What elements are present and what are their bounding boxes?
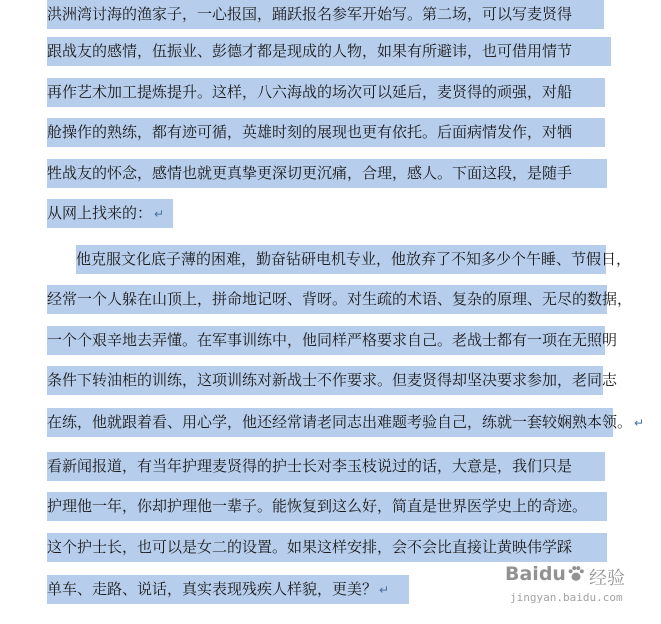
text-line[interactable] [47, 285, 633, 314]
line-text: 从网上找来的： [47, 204, 153, 222]
text-line[interactable] [47, 78, 605, 107]
baidu-logo: Baidu [505, 563, 566, 585]
line-text: 牲战友的怀念，感情也就更真挚更深切更沉痛，合理，感人。下面这段，是随手 [47, 164, 573, 182]
jingyan-label: 经验 [589, 568, 625, 589]
line-text: 洪洲湾讨海的渔家子，一心报国，踊跃报名参军开始写。第二场，可以写麦贤得 [47, 5, 573, 23]
watermark-url: jingyan.baidu.com [510, 591, 623, 604]
line-text: 这个护士长，也可以是女二的设置。如果这样安排，会不会比直接让黄映伟学踩 [47, 538, 573, 556]
text-line[interactable] [47, 118, 605, 147]
line-text: 他克服文化底子薄的困难，勤奋钻研电机专业，他放弃了不知多少个午睡、节假日， [76, 250, 632, 268]
text-line[interactable] [47, 326, 618, 355]
text-line[interactable] [47, 199, 173, 228]
baidu-jingyan-watermark [505, 563, 635, 611]
line-text: 跟战友的感情，伍振业、彭德才都是现成的人物，如果有所避讳，也可借用情节 [47, 42, 573, 60]
paragraph-mark-icon: ↵ [379, 583, 390, 597]
text-line[interactable] [76, 245, 632, 274]
line-text: 护理他一年，你却护理他一辈子。能恢复到这么好，简直是世界医学史上的奇迹。 [47, 497, 588, 515]
line-text: 一个个艰辛地去弄懂。在军事训练中，他同样严格要求自己。老战士都有一项在无照明 [47, 331, 618, 349]
text-line[interactable] [47, 492, 607, 521]
text-line[interactable] [47, 452, 605, 481]
text-line[interactable] [47, 37, 611, 66]
line-text: 条件下转油柜的训练，这项训练对新战士不作要求。但麦贤得却坚决要求参加，老同志 [47, 371, 618, 389]
text-line[interactable] [47, 0, 604, 29]
paragraph-mark-icon: ↵ [634, 416, 645, 430]
line-text: 在练，他就跟着看、用心学，他还经常请老同志出难题考验自己，练就一套较娴熟本领。 [47, 413, 633, 431]
line-text: 单车、走路、说话，真实表现残疾人样貌，更美？ [47, 580, 378, 598]
text-line[interactable] [47, 575, 409, 604]
line-text: 舱操作的熟练，都有迹可循，英雄时刻的展现也更有依托。后面病情发作，对牺 [47, 123, 573, 141]
text-line[interactable] [47, 408, 645, 437]
line-text: 再作艺术加工提炼提升。这样，八六海战的场次可以延后，麦贤得的顽强，对船 [47, 83, 573, 101]
paw-icon [567, 565, 585, 583]
text-line[interactable] [47, 533, 607, 562]
paragraph-mark-icon: ↵ [154, 207, 165, 221]
text-line[interactable] [47, 366, 618, 395]
line-text: 看新闻报道，有当年护理麦贤得的护士长对李玉枝说过的话，大意是，我们只是 [47, 457, 573, 475]
text-line[interactable] [47, 159, 607, 188]
line-text: 经常一个人躲在山顶上，拼命地记呀、背呀。对生疏的术语、复杂的原理、无尽的数据， [47, 290, 633, 308]
